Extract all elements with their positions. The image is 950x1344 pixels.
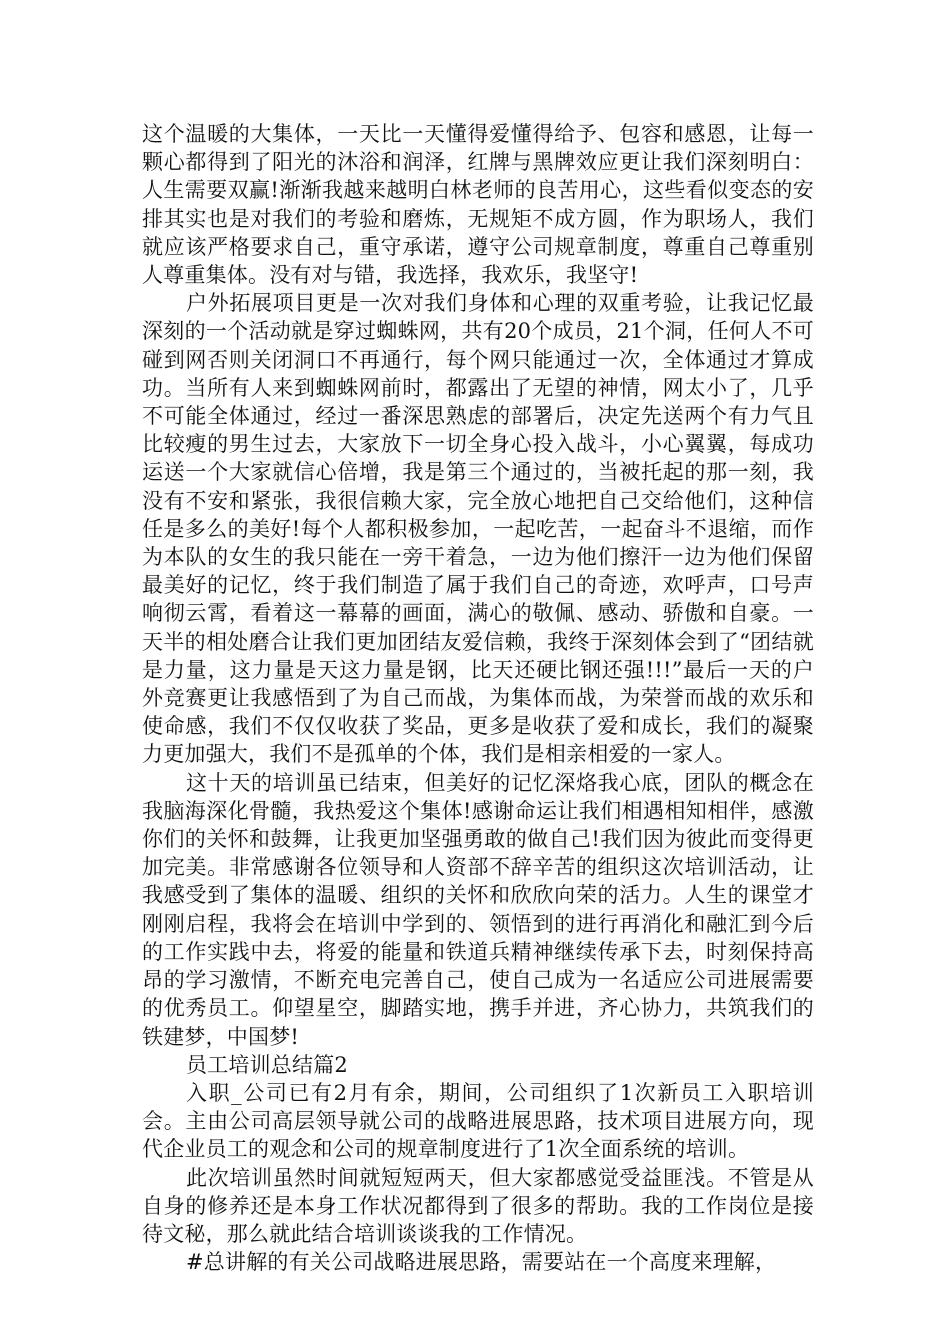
paragraph-training-conclusion: 这十天的培训虽已结束，但美好的记忆深烙我心底，团队的概念在我脑海深化骨髓，我热爱这个集体!感谢命运让我们相遇相知相伴，感激你们的关怀和鼓舞，让我更加坚强勇敢的做自己!我们因为彼此而变得更加完美。非常感谢各位领导和人资部不辞辛苦的组织这次培训活动，让我感受到了集体的温暖、组织的关怀和欣欣向荣的活力。人生的课堂才刚刚启程，我将会在培训中学到的、领悟到的进行再消化和融汇到今后的工作实践中去，将爱的能量和铁道兵精神继续传承下去，时刻保持高昂的学习激情，不断充电完善自己，使自己成为一名适应公司进展需要的优秀员工。仰望星空，脚踏实地，携手并进，齐心协力，共筑我们的铁建梦，中国梦! bbox=[142, 770, 814, 1049]
document-body bbox=[142, 120, 814, 1276]
section-heading: 员工培训总结篇2 bbox=[186, 1052, 348, 1077]
paragraph-continuation: 这个温暖的大集体，一天比一天懂得爱懂得给予、包容和感恩，让每一颗心都得到了阳光的沐浴和润泽，红牌与黑牌效应更让我们深刻明白：人生需要双赢!渐渐我越来越明白林老师的良苦用心，这些看似变态的安排其实也是对我们的考验和磨炼，无规矩不成方圆，作为职场人，我们就应该严格要求自己，重守承诺，遵守公司规章制度，尊重自己尊重别人尊重集体。没有对与错，我选择，我欢乐，我坚守! bbox=[142, 122, 814, 288]
paragraph-onboarding: 入职_公司已有2月有余，期间，公司组织了1次新员工入职培训会。主由公司高层领导就公司的战略进展思路，技术项目进展方向，现代企业员工的观念和公司的规章制度进行了1次全面系统的培训。 bbox=[142, 1080, 814, 1162]
paragraph-strategy: #总讲解的有关公司战略进展思路，需要站在一个高度来理解， bbox=[186, 1250, 777, 1275]
paragraph-benefits: 此次培训虽然时间就短短两天，但大家都感觉受益匪浅。不管是从自身的修养还是本身工作状况都得到了很多的帮助。我的工作岗位是接待文秘，那么就此结合培训谈谈我的工作情况。 bbox=[142, 1165, 814, 1246]
paragraph-outdoor-training: 户外拓展项目更是一次对我们身体和心理的双重考验，让我记忆最深刻的一个活动就是穿过蜘蛛网，共有20个成员，21个洞，任何人不可碰到网否则关闭洞口不再通行，每个网只能通过一次，全体通过才算成功。当所有人来到蜘蛛网前时，都露出了无望的神情，网太小了，几乎不可能全体通过，经过一番深思熟虑的部署后，决定先送两个有力气且比较瘦的男生过去，大家放下一切全身心投入战斗，小心翼翼，每成功运送一个大家就信心倍增，我是第三个通过的，当被托起的那一刻，我没有不安和紧张，我很信赖大家，完全放心地把自己交给他们，这种信任是多么的美好!每个人都积极参加，一起吃苦，一起奋斗不退缩，而作为本队的女生的我只能在一旁干着急，一边为他们擦汗一边为他们保留最美好的记忆，终于我们制造了属于我们自己的奇迹，欢呼声，口号声响彻云霄，看着这一幕幕的画面，满心的敬佩、感动、骄傲和自豪。一天半的相处磨合让我们更加团结友爱信赖，我终于深刻体会到了“团结就是力量，这力量是天这力量是钢，比天还硬比钢还强!!!”最后一天的户外竞赛更让我感悟到了为自己而战，为集体而战，为荣誉而战的欢乐和使命感，我们不仅仅收获了奖品，更多是收获了爱和成长，我们的凝聚力更加强大，我们不是孤单的个体，我们是相亲相爱的一家人。 bbox=[142, 291, 814, 767]
